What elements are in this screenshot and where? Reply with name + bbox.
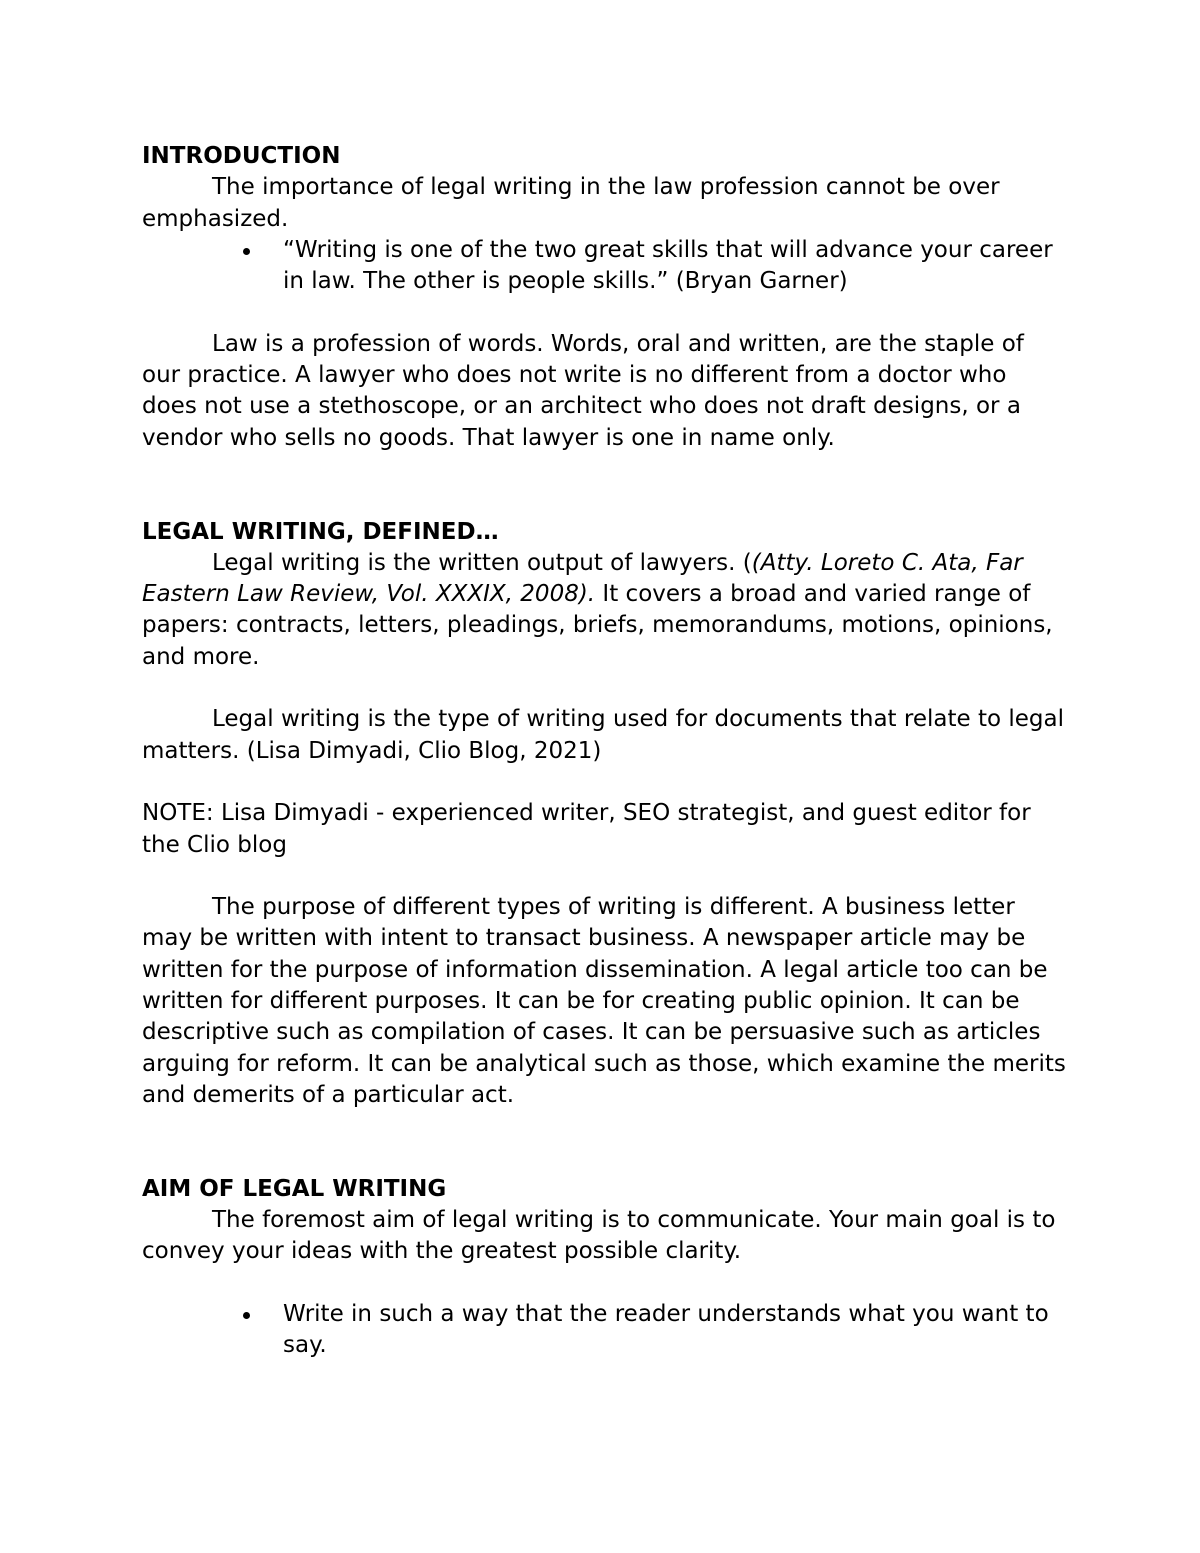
defined-paragraph-1 — [142, 548, 1067, 673]
defined-note: NOTE: Lisa Dimyadi - experienced writer, SEO strategist, and guest editor for the Clio blog — [142, 800, 1031, 858]
bullet-icon — [243, 1312, 250, 1319]
list-item — [142, 235, 1067, 298]
bullet-icon — [243, 248, 250, 255]
aim-bullet-list — [142, 1299, 1067, 1362]
defined-paragraph-3: The purpose of different types of writing is different. A business letter may be written with intent to transact business. A newspaper article may be written for the purpose of information dissemination. A legal article too can be written for different purposes. It can be for creating public opinion. It can be descriptive such as compilation of cases. It can be persuasive such as articles arguing for reform. It can be analytical such as those, which examine the merits and demerits of a particular act. — [142, 894, 1066, 1108]
section-introduction — [142, 141, 1067, 454]
intro-paragraph-1: The importance of legal writing in the law profession cannot be over emphasized. — [142, 174, 1000, 232]
aim-paragraph-1: The foremost aim of legal writing is to communicate. Your main goal is to convey your ideas with the greatest possible clarity. — [142, 1207, 1056, 1265]
section-legal-writing-defined — [142, 517, 1067, 1112]
intro-bullet-text: “Writing is one of the two great skills that will advance your career in law. The other is people skills.” (Bryan Garner) — [283, 236, 1053, 295]
heading-aim-of-legal-writing: AIM OF LEGAL WRITING — [142, 1175, 447, 1202]
list-item — [142, 1299, 1067, 1362]
section-aim-of-legal-writing — [142, 1174, 1067, 1362]
intro-paragraph-2: Law is a profession of words. Words, oral and written, are the staple of our practice. A lawyer who does not write is no different from a doctor who does not use a stethoscope, or an architect who does not draft designs, or a vendor who sells no goods. That lawyer is one in name only. — [142, 330, 1024, 451]
defined-para1-citation: (Atty. Loreto C. Ata, Far Eastern Law Review, Vol. XXXIX, 2008). — [142, 549, 1023, 608]
aim-bullet-text: Write in such a way that the reader understands what you want to say. — [283, 1300, 1049, 1359]
heading-introduction: INTRODUCTION — [142, 143, 341, 169]
intro-bullet-list — [142, 235, 1067, 298]
heading-legal-writing-defined: LEGAL WRITING, DEFINED… — [142, 518, 499, 545]
defined-para1-end: It covers a broad and varied range of papers: contracts, letters, pleadings, briefs, memorandums, motions, opinions, and more. — [142, 581, 1053, 670]
document-body — [142, 141, 1067, 1362]
defined-para1-start: Legal writing is the written output of lawyers. ( — [212, 549, 752, 576]
defined-paragraph-2: Legal writing is the type of writing used for documents that relate to legal matters. (Lisa Dimyadi, Clio Blog, 2021) — [142, 706, 1064, 764]
